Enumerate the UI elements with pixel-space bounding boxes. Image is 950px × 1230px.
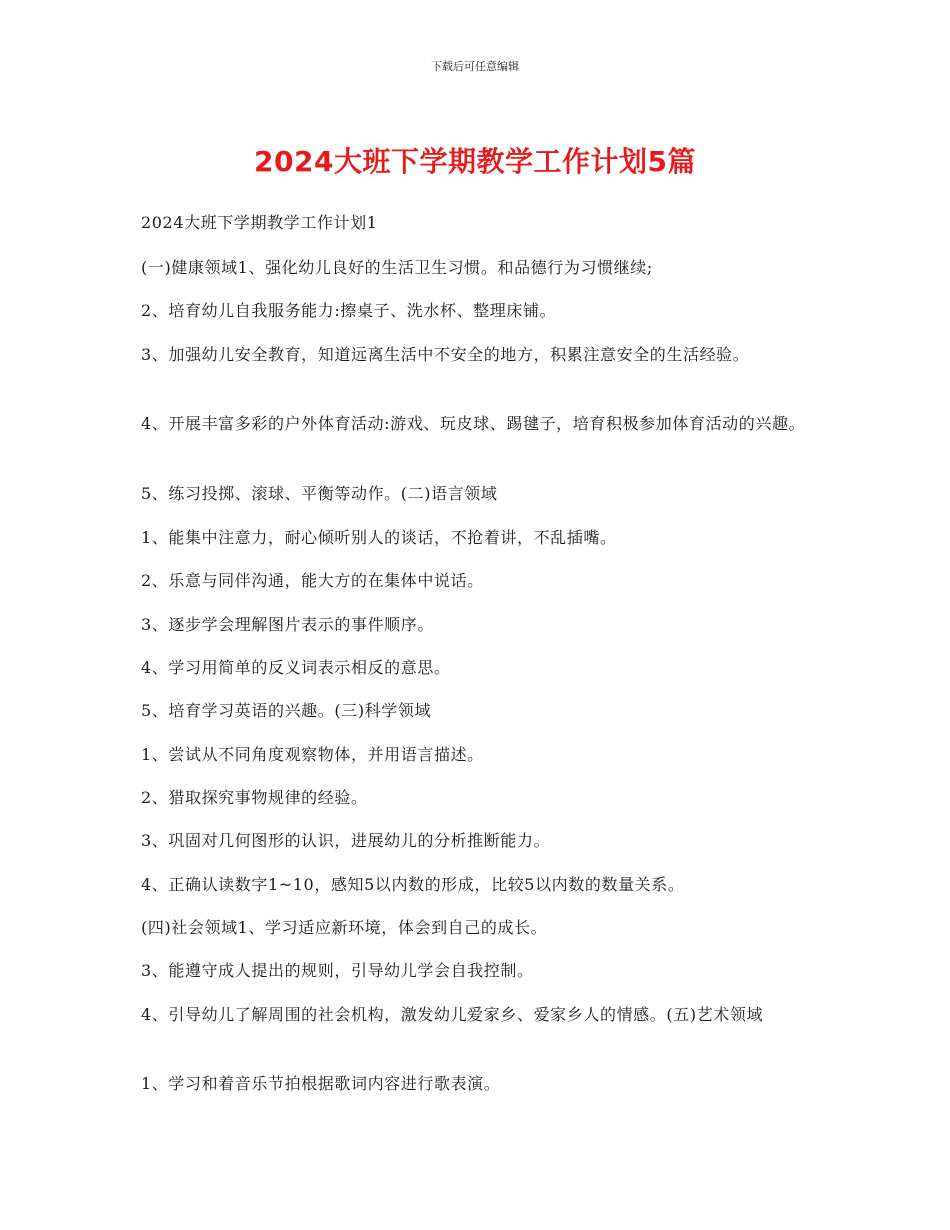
paragraph: 5、培育学习英语的兴趣。(三)科学领域	[141, 701, 432, 720]
paragraph: 2、猎取探究事物规律的经验。	[141, 788, 368, 807]
paragraph: 3、巩固对几何图形的认识，进展幼儿的分析推断能力。	[141, 831, 551, 850]
paragraph: 1、学习和着音乐节拍根据歌词内容进行歌表演。	[141, 1074, 501, 1093]
paragraph: (一)健康领域1、强化幼儿良好的生活卫生习惯。和品德行为习惯继续;	[141, 258, 653, 277]
paragraph: 4、引导幼儿了解周围的社会机构，激发幼儿爱家乡、爱家乡人的情感。(五)艺术领域	[141, 1005, 764, 1024]
header-note: 下载后可任意编辑	[431, 60, 519, 73]
section-heading: 2024大班下学期教学工作计划1	[141, 213, 378, 232]
paragraph: 3、逐步学会理解图片表示的事件顺序。	[141, 615, 434, 634]
paragraph: 5、练习投掷、滚球、平衡等动作。(二)语言领域	[141, 484, 498, 503]
paragraph: 3、加强幼儿安全教育，知道远离生活中不安全的地方，积累注意安全的生活经验。	[141, 345, 750, 364]
paragraph: 4、开展丰富多彩的户外体育活动:游戏、玩皮球、踢毽子，培育积极参加体育活动的兴趣。	[141, 414, 806, 433]
paragraph: 2、培育幼儿自我服务能力:擦桌子、洗水杯、整理床铺。	[141, 301, 557, 320]
paragraph: 4、正确认读数字1~10，感知5以内数的形成，比较5以内数的数量关系。	[141, 875, 685, 894]
paragraph: 2、乐意与同伴沟通，能大方的在集体中说话。	[141, 571, 484, 590]
paragraph: 1、尝试从不同角度观察物体，并用语言描述。	[141, 745, 484, 764]
paragraph: 4、学习用简单的反义词表示相反的意思。	[141, 658, 451, 677]
paragraph: 3、能遵守成人提出的规则，引导幼儿学会自我控制。	[141, 961, 534, 980]
paragraph: 1、能集中注意力，耐心倾听别人的谈话，不抢着讲，不乱插嘴。	[141, 528, 617, 547]
paragraph: (四)社会领域1、学习适应新环境，体会到自己的成长。	[141, 918, 548, 937]
document-title: 2024大班下学期教学工作计划5篇	[254, 145, 696, 178]
